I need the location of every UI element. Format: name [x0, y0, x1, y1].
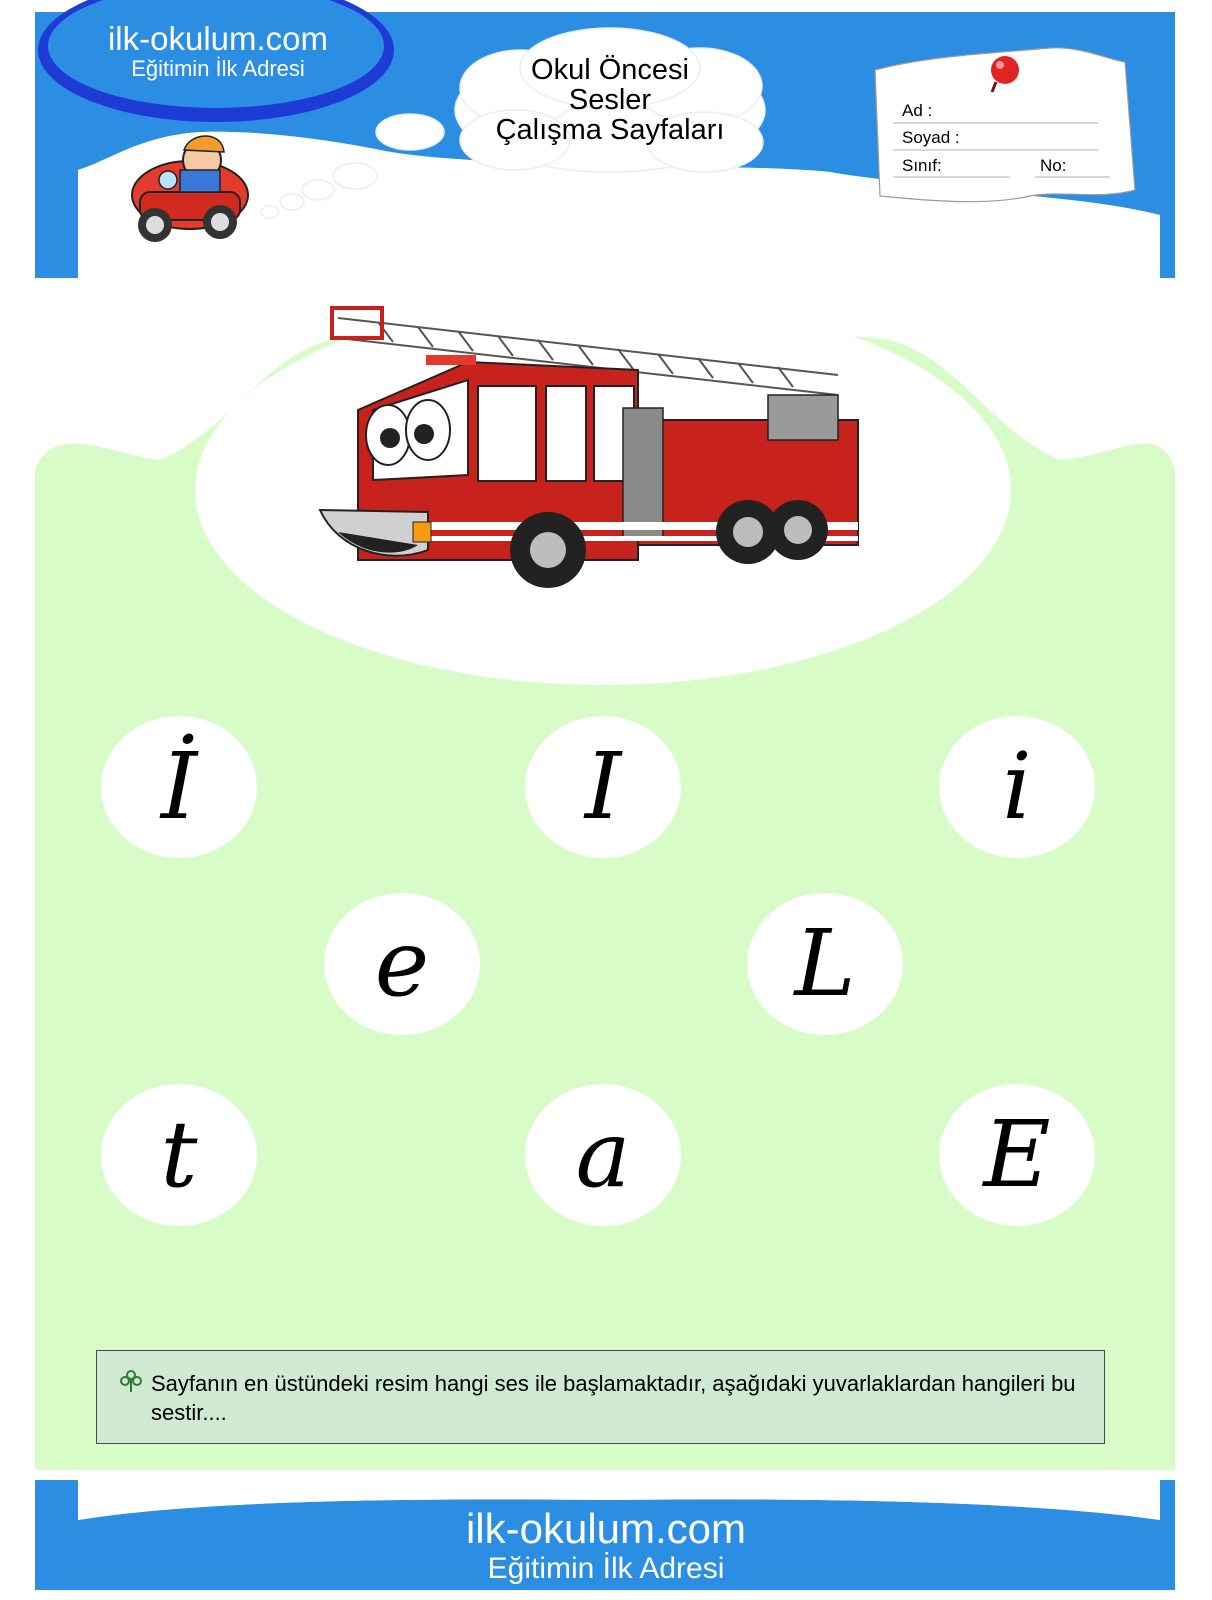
worksheet-title-line: Sesler — [568, 84, 652, 116]
letter-glyph: L — [794, 910, 856, 1017]
letter-choice[interactable] — [747, 893, 903, 1035]
footer-site-name: ilk-okulum.com — [465, 1505, 747, 1552]
class-label: Sınıf: — [902, 156, 942, 175]
letter-choice[interactable] — [101, 1084, 257, 1226]
fire-truck-illustration — [318, 300, 908, 610]
letter-choice[interactable] — [525, 716, 681, 858]
letter-glyph: İ — [160, 733, 198, 840]
letter-glyph: E — [983, 1101, 1051, 1208]
letter-glyph: a — [575, 1101, 631, 1208]
letter-choice[interactable] — [324, 893, 480, 1035]
letter-glyph: I — [584, 733, 622, 840]
instruction-text: Sayfanın en üstündeki resim hangi ses ile başlamaktadır, aşağıdaki yuvarlaklardan hangileri bu sestir.... — [151, 1371, 1076, 1425]
name-label: Ad : — [902, 101, 933, 120]
letter-glyph: i — [1002, 733, 1032, 840]
worksheet-title-line: Okul Öncesi — [531, 54, 689, 86]
letter-choice[interactable] — [101, 716, 257, 858]
number-label: No: — [1040, 156, 1067, 175]
surname-label: Soyad : — [902, 128, 960, 147]
header-site-name: ilk-okulum.com — [107, 20, 329, 57]
letter-glyph: t — [160, 1101, 198, 1208]
letter-choice[interactable] — [525, 1084, 681, 1226]
flower-bullet-icon — [119, 1369, 143, 1393]
letter-glyph: e — [374, 910, 430, 1017]
letter-choice[interactable] — [939, 716, 1095, 858]
footer-site-tagline: Eğitimin İlk Adresi — [487, 1552, 725, 1585]
worksheet-title-line: Çalışma Sayfaları — [495, 114, 725, 146]
instruction-box — [96, 1350, 1105, 1444]
letter-choice[interactable] — [939, 1084, 1095, 1226]
header-site-tagline: Eğitimin İlk Adresi — [131, 56, 305, 81]
